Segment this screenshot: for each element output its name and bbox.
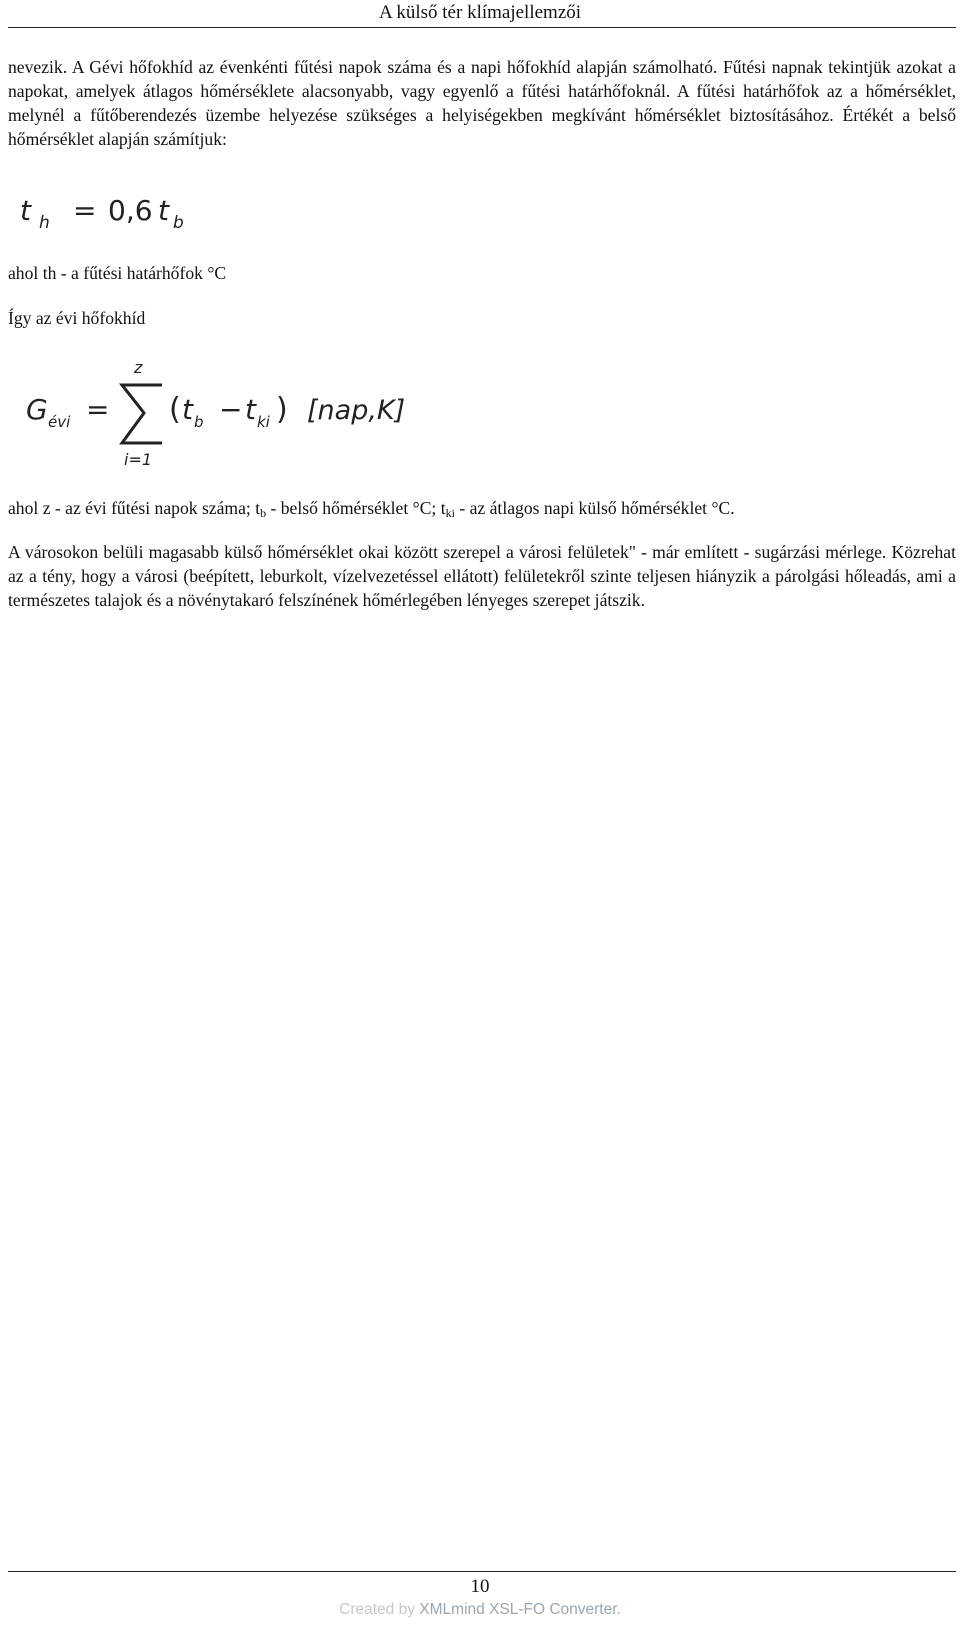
footer-rule xyxy=(8,1571,956,1572)
page-header xyxy=(0,0,960,36)
paragraph-evi-hofokhid: Így az évi hőfokhíd xyxy=(8,308,146,328)
formula2-equals: = xyxy=(86,393,110,426)
paragraph-variable-definitions xyxy=(8,496,956,522)
formula-th-symbol: t xyxy=(20,194,31,227)
sum-upper-limit: z xyxy=(134,358,143,377)
formula2-tb-subscript: b xyxy=(194,413,204,431)
page-number: 10 xyxy=(470,1576,490,1597)
formula-coefficient: 0,6 xyxy=(108,194,153,227)
formula2-close-paren: ) xyxy=(276,392,288,427)
formula2-open-paren: ( xyxy=(169,392,181,427)
paragraph-hofokhid-intro: nevezik. A Gévi hőfokhíd az évenkénti fűtési napok száma és a napi hőfokhíd alapján számolható. Fűtési napnak tekintjük azokat a napokat, amelyek átlagos hőmérséklete alacsonyabb, vagy egyenlő a fűtési határhőfoknál. A fűtési határhőfok az a hőmérséklet, melynél a fűtőberendezés üzembe helyezése szükséges a helyiségekben megkívánt hőmérséklet biztosításához. Értékét a belső hőmérséklet alapján számítjuk: xyxy=(8,57,956,149)
variables-part-1: ahol z - az évi fűtési napok száma; t xyxy=(8,498,261,518)
sum-lower-limit: i=1 xyxy=(124,450,153,469)
formula-g-symbol: G xyxy=(26,393,48,426)
converter-link[interactable]: XMLmind XSL-FO Converter. xyxy=(419,1601,621,1618)
creator-prefix: Created by xyxy=(339,1601,420,1618)
formula2-tki-subscript: ki xyxy=(257,413,270,431)
variables-sub-b: b xyxy=(260,506,267,520)
formula2-tb-symbol: t xyxy=(182,393,193,426)
formula2-minus: − xyxy=(219,393,243,426)
header-title: A külső tér klímajellemzői xyxy=(378,2,582,23)
variables-part-2: - belső hőmérséklet °C; t xyxy=(266,498,446,518)
sum-sigma-icon xyxy=(122,385,162,443)
variables-part-3: - az átlagos napi külső hőmérséklet °C. xyxy=(454,498,735,518)
formula2-unit: [nap,K] xyxy=(307,395,406,426)
paragraph-urban-heat: A városokon belüli magasabb külső hőmérséklet okai között szerepel a városi felületek" - már említett - sugárzási mérlege. Közrehat az a tény, hogy a városi (beépített, leburkolt, vízelvezetéssel ellátott) felületekről szinte teljesen hiányzik a párolgási hőleadás, ami a természetes talajok és a növénytakaró felszínének hőmérlegében lényeges szerepet játszik. xyxy=(8,542,956,610)
formula-threshold-svg xyxy=(18,190,188,238)
formula-tb-subscript: b xyxy=(173,213,184,233)
formula-annual-degree-days xyxy=(24,355,424,475)
formula2-tki-symbol: t xyxy=(245,393,256,426)
formula-threshold-temperature xyxy=(18,190,188,238)
formula-tb-symbol: t xyxy=(158,194,169,227)
formula-th-subscript: h xyxy=(39,213,50,233)
header-rule xyxy=(8,27,956,28)
formula-equals: = xyxy=(73,194,97,227)
creator-credit xyxy=(0,1601,960,1619)
formula-annual-svg xyxy=(24,355,424,475)
variables-sub-ki: ki xyxy=(445,506,455,520)
formula-g-subscript: évi xyxy=(48,413,71,431)
paragraph-th-definition: ahol th - a fűtési határhőfok °C xyxy=(8,263,227,283)
